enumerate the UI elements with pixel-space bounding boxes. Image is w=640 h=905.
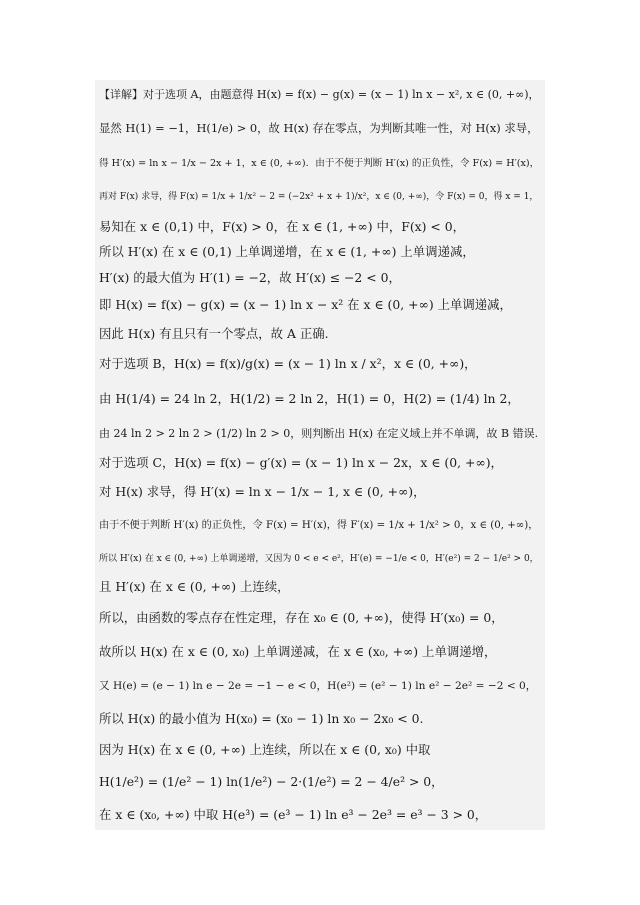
text-line: 在 x ∈ (x₀, +∞) 中取 H(e³) = (e³ − 1) ln e³ − 2e³ = e³ − 3 > 0， (99, 807, 488, 822)
text-line: 所以 H′(x) 在 x ∈ (0, +∞) 上单调递增，又因为 0 < e < e²，H′(e) = −1/e < 0，H′(e²) = 2 − 1/e² > 0， (99, 554, 539, 564)
text-line: 对于选项 B，H(x) = f(x)/g(x) = (x − 1) ln x / x²，x ∈ (0, +∞)， (99, 356, 477, 371)
text-line: 因此 H(x) 有且只有一个零点，故 A 正确. (99, 326, 329, 341)
text-line: 因为 H(x) 在 x ∈ (0, +∞) 上连续，所以在 x ∈ (0, x₀) 中取 (99, 742, 431, 757)
text-line: 所以 H′(x) 在 x ∈ (0,1) 上单调递增，在 x ∈ (1, +∞) 上单调递减， (99, 244, 475, 259)
text-line: 所以，由函数的零点存在性定理，存在 x₀ ∈ (0, +∞)，使得 H′(x₀) = 0， (99, 610, 504, 625)
text-line: 由 24 ln 2 > 2 ln 2 > (1/2) ln 2 > 0，则判断出 H(x) 在定义域上并不单调，故 B 错误. (99, 427, 539, 440)
text-line: 即 H(x) = f(x) − g(x) = (x − 1) ln x − x² 在 x ∈ (0, +∞) 上单调递减， (99, 297, 512, 312)
text-line: 又 H(e) = (e − 1) ln e − 2e = −1 − e < 0，H(e²) = (e² − 1) ln e² − 2e² = −2 < 0， (99, 680, 537, 692)
text-line: 对 H(x) 求导，得 H′(x) = ln x − 1/x − 1, x ∈ (0, +∞)， (99, 484, 426, 499)
text-line: 再对 F(x) 求导，得 F(x) = 1/x + 1/x² − 2 = (−2x² + x + 1)/x²，x ∈ (0, +∞)，令 F(x) = 0，得 x = 1， (99, 192, 539, 202)
text-line: H(1/e²) = (1/e² − 1) ln(1/e²) − 2·(1/e²) = 2 − 4/e² > 0， (99, 774, 444, 789)
text-line: 所以 H(x) 的最小值为 H(x₀) = (x₀ − 1) ln x₀ − 2x₀ < 0. (99, 711, 424, 726)
text-line: 【详解】对于选项 A，由题意得 H(x) = f(x) − g(x) = (x − 1) ln x − x², x ∈ (0, +∞)， (99, 88, 540, 101)
text-line: 故所以 H(x) 在 x ∈ (0, x₀) 上单调递减，在 x ∈ (x₀, +∞) 上单调递增， (99, 644, 497, 659)
text-line: 由 H(1/4) = 24 ln 2，H(1/2) = 2 ln 2，H(1) = 0，H(2) = (1/4) ln 2， (99, 391, 520, 406)
text-line: H′(x) 的最大值为 H′(1) = −2，故 H′(x) ≤ −2 < 0， (99, 270, 401, 285)
text-line: 由于不便于判断 H′(x) 的正负性，令 F(x) = H′(x)，得 F′(x) = 1/x + 1/x² > 0，x ∈ (0, +∞)， (99, 520, 539, 531)
text-line: 得 H′(x) = ln x − 1/x − 2x + 1，x ∈ (0, +∞)．由于不便于判断 H′(x) 的正负性，令 F(x) = H′(x)， (99, 158, 540, 169)
text-line: 易知在 x ∈ (0,1) 中，F(x) > 0，在 x ∈ (1, +∞) 中，F(x) < 0， (99, 219, 466, 234)
text-line: 对于选项 C，H(x) = f(x) − g′(x) = (x − 1) ln x − 2x，x ∈ (0, +∞)， (99, 455, 503, 470)
text-line: 显然 H(1) = −1，H(1/e) > 0，故 H(x) 存在零点，为判断其唯一性，对 H(x) 求导， (99, 121, 539, 135)
text-line: 且 H′(x) 在 x ∈ (0, +∞) 上连续， (99, 579, 290, 594)
